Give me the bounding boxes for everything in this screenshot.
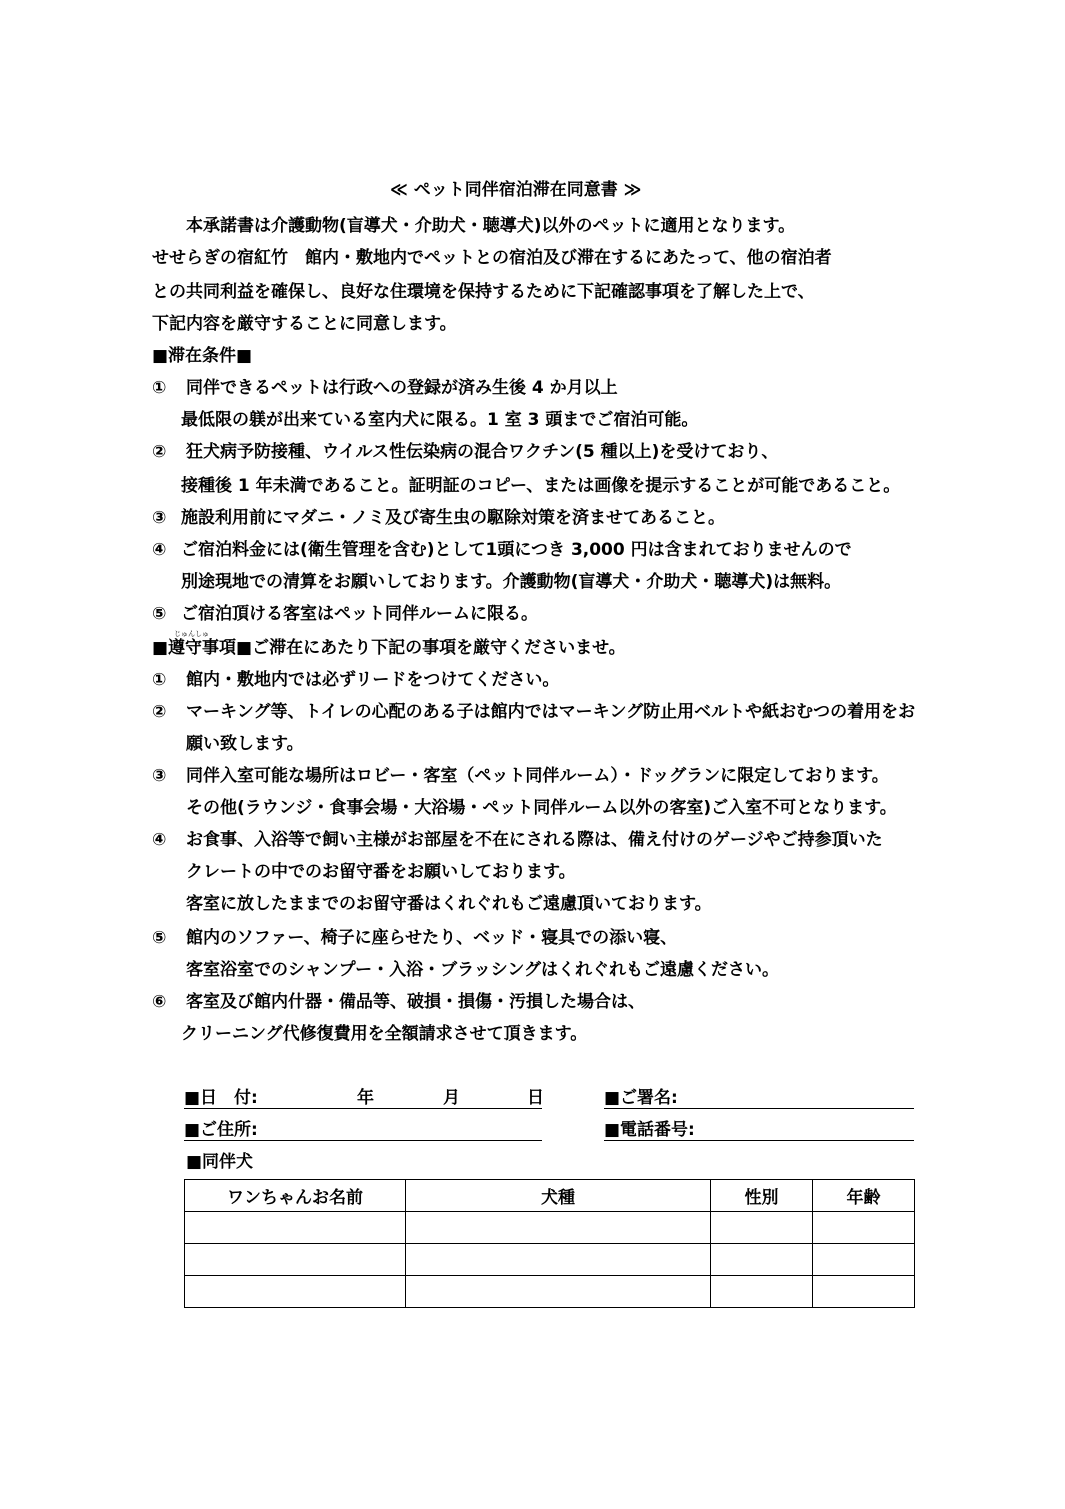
phone-label: ■電話番号: [604, 1120, 695, 1140]
item-number: ⑤ [152, 928, 167, 948]
item-number: ① [152, 670, 167, 690]
rules-heading: ■遵守事項■ご滞在にあたり下記の事項を厳守くださいませ。 [152, 638, 626, 658]
col-header-dog-name: ワンちゃんお名前 [185, 1180, 406, 1212]
address-field[interactable] [184, 1140, 542, 1141]
item-number: ④ [152, 830, 167, 850]
age-cell[interactable] [813, 1276, 915, 1308]
date-day: 日 [527, 1088, 544, 1108]
dog-name-cell[interactable] [185, 1244, 406, 1276]
rule-text: 客室及び館内什器・備品等、破損・損傷・汚損した場合は、 [186, 992, 645, 1012]
signature-field[interactable] [604, 1108, 914, 1109]
date-month: 月 [443, 1088, 460, 1108]
rule-text: マーキング等、トイレの心配のある子は館内ではマーキング防止用ベルトや紙おむつの着用をお [186, 702, 916, 722]
col-header-breed: 犬種 [406, 1180, 711, 1212]
breed-cell[interactable] [406, 1212, 711, 1244]
table-header-row [185, 1180, 915, 1212]
item-number: ① [152, 378, 167, 398]
age-cell[interactable] [813, 1212, 915, 1244]
item-number: ② [152, 442, 167, 462]
rule-text: 客室浴室でのシャンプー・入浴・ブラッシングはくれぐれもご遠慮ください。 [186, 960, 780, 980]
condition-text: 最低限の躾が出来ている室内犬に限る。1 室 3 頭までご宿泊可能。 [181, 410, 699, 430]
date-label: ■日 付: [184, 1088, 258, 1108]
condition-text: 別途現地での清算をお願いしております。介護動物(盲導犬・介助犬・聴導犬)は無料。 [181, 572, 842, 592]
table-row [185, 1212, 915, 1244]
condition-text: 接種後 1 年未満であること。証明証のコピー、または画像を提示することが可能であること。 [181, 476, 901, 496]
sex-cell[interactable] [711, 1244, 813, 1276]
rule-text: 客室に放したままでのお留守番はくれぐれもご遠慮頂いております。 [186, 894, 712, 914]
phone-field[interactable] [604, 1140, 914, 1141]
item-number: ③ [152, 766, 167, 786]
condition-text: ご宿泊頂ける客室はペット同伴ルームに限る。 [181, 604, 538, 624]
rule-text: クリーニング代修復費用を全額請求させて頂きます。 [181, 1024, 588, 1044]
dogs-heading: ■同伴犬 [186, 1152, 254, 1172]
age-cell[interactable] [813, 1244, 915, 1276]
item-number: ④ [152, 540, 167, 560]
condition-text: 同伴できるペットは行政への登録が済み生後 4 か月以上 [186, 378, 618, 398]
dog-name-cell[interactable] [185, 1212, 406, 1244]
intro-line: 本承諾書は介護動物(盲導犬・介助犬・聴導犬)以外のペットに適用となります。 [186, 216, 796, 236]
condition-text: 狂犬病予防接種、ウイルス性伝染病の混合ワクチン(5 種以上)を受けており、 [186, 442, 779, 462]
table-row [185, 1244, 915, 1276]
rule-text: 願い致します。 [186, 734, 304, 754]
dog-name-cell[interactable] [185, 1276, 406, 1308]
dogs-table [184, 1179, 915, 1308]
condition-text: 施設利用前にマダニ・ノミ及び寄生虫の駆除対策を済ませてあること。 [181, 508, 725, 528]
date-year: 年 [357, 1088, 374, 1108]
signature-label: ■ご署名: [604, 1088, 678, 1108]
intro-line: との共同利益を確保し、良好な住環境を保持するために下記確認事項を了解した上で、 [152, 282, 815, 302]
rule-text: お食事、入浴等で飼い主様がお部屋を不在にされる際は、備え付けのゲージやご持参頂いた [186, 830, 883, 850]
col-header-sex: 性別 [711, 1180, 813, 1212]
item-number: ③ [152, 508, 167, 528]
rule-text: その他(ラウンジ・食事会場・大浴場・ペット同伴ルーム以外の客室)ご入室不可となります。 [186, 798, 897, 818]
stay-conditions-heading: ■滞在条件■ [152, 346, 253, 366]
document-title: ≪ ペット同伴宿泊滞在同意書 ≫ [390, 180, 642, 200]
breed-cell[interactable] [406, 1276, 711, 1308]
table-row [185, 1276, 915, 1308]
address-label: ■ご住所: [184, 1120, 258, 1140]
intro-line: せせらぎの宿紅竹 館内・敷地内でペットとの宿泊及び滞在するにあたって、他の宿泊者 [152, 248, 832, 268]
breed-cell[interactable] [406, 1244, 711, 1276]
item-number: ⑤ [152, 604, 167, 624]
col-header-age: 年齢 [813, 1180, 915, 1212]
sex-cell[interactable] [711, 1212, 813, 1244]
date-field[interactable] [184, 1108, 542, 1109]
sex-cell[interactable] [711, 1276, 813, 1308]
condition-text: ご宿泊料金には(衛生管理を含む)として1頭につき 3,000 円は含まれておりませんので [181, 540, 852, 560]
rule-text: 同伴入室可能な場所はロビー・客室（ペット同伴ルーム）・ドッグランに限定しております。 [186, 766, 889, 786]
rule-text: 館内のソファー、椅子に座らせたり、ベッド・寝具での添い寝、 [186, 928, 678, 948]
heading-ruby: じゅんしゅ [174, 630, 209, 638]
item-number: ② [152, 702, 167, 722]
rule-text: クレートの中でのお留守番をお願いしております。 [186, 862, 576, 882]
intro-line: 下記内容を厳守することに同意します。 [152, 314, 457, 334]
item-number: ⑥ [152, 992, 167, 1012]
rule-text: 館内・敷地内では必ずリードをつけてください。 [186, 670, 560, 690]
